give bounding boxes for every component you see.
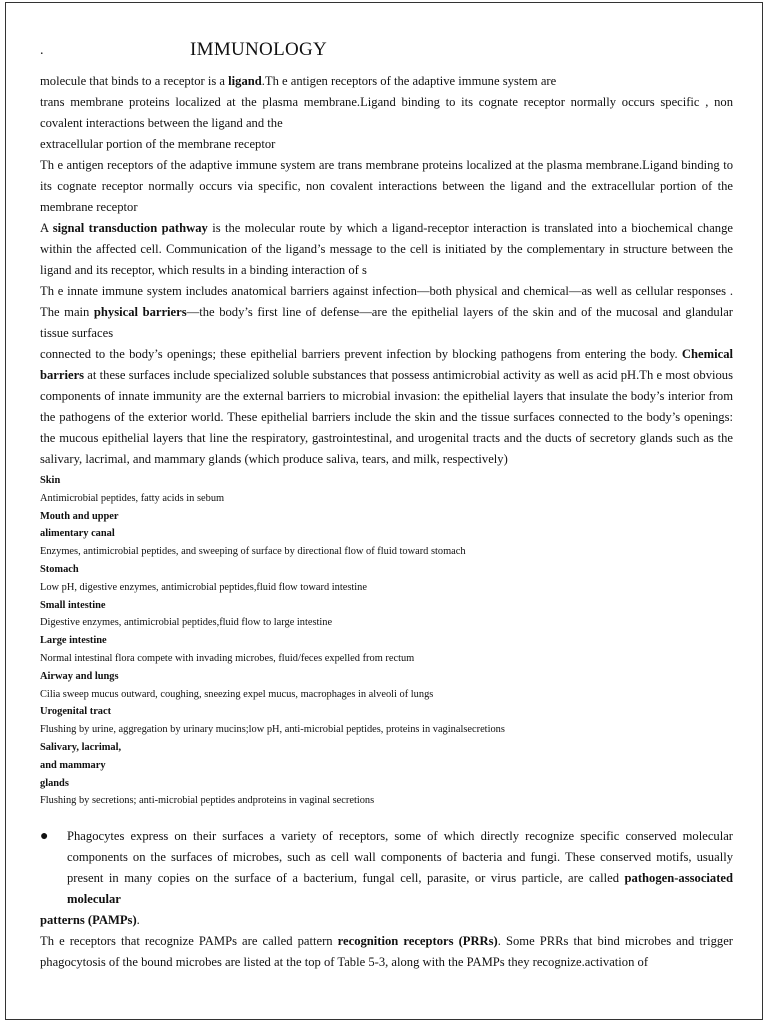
text-run: molecule that binds to a receptor is a — [40, 74, 229, 88]
document-page — [5, 2, 763, 1020]
organ-barrier-description: Digestive enzymes, antimicrobial peptides,fluid flow to large intestine — [40, 617, 333, 629]
paragraph — [40, 910, 733, 931]
paragraph — [40, 155, 733, 218]
text-run: Th e antigen receptors of the adaptive immune system are trans membrane proteins localized at the plasma membrane.Ligand binding to its cognate receptor normally occurs via specific, non covalent interactions between the ligand and the extracellular portion of the membrane receptor — [40, 158, 733, 214]
page-title: IMMUNOLOGY — [190, 39, 328, 60]
document-body — [40, 71, 733, 973]
paragraph — [40, 344, 733, 470]
organ-name: and mammary — [40, 759, 106, 771]
text-run: . Some PRRs that bind microbes and trigger phagocytosis of the bound microbes are listed at the top of Table 5-3, along with the PAMPs they recognize.activation of — [40, 934, 733, 970]
header-dot: . — [40, 43, 44, 58]
paragraph — [40, 931, 733, 973]
organ-name: Mouth and upper — [40, 510, 119, 522]
paragraph — [40, 218, 733, 281]
organ-name: Airway and lungs — [40, 670, 119, 682]
organ-name: Small intestine — [40, 599, 106, 611]
organ-barrier-description: Normal intestinal flora compete with invading microbes, fluid/feces expelled from rectum — [40, 652, 415, 664]
paragraph — [40, 92, 733, 134]
bullet-paragraph — [67, 826, 733, 910]
barrier-organ-list — [40, 472, 733, 810]
intro-paragraphs — [40, 71, 733, 470]
organ-name: Salivary, lacrimal, — [40, 741, 122, 753]
bold-term: physical barriers — [93, 305, 187, 319]
text-run: is the molecular route by which a ligand-receptor interaction is translated into a biochemical change within the affected cell. Communication of the ligand’s message to the cell is initiated by the complementary in structure between the ligand and its receptor, which results in a binding interaction of s — [40, 221, 733, 277]
text-run: . — [136, 913, 140, 928]
text-run: Th e innate immune system includes anatomical barriers against infection—both physical and chemical—as well as cellular responses . The main — [40, 284, 733, 319]
organ-barrier-description: Low pH, digestive enzymes, antimicrobial peptides,fluid flow toward intestine — [40, 581, 367, 593]
paragraph — [40, 134, 733, 155]
bold-term: pathogen-associated molecular — [67, 871, 733, 907]
text-run: Phagocytes express on their surfaces a variety of receptors, some of which directly recognize specific conserved molecular components on the surfaces of microbes, such as cell wall components of bacteria and fungi. These conserved motifs, usually present in many copies on the surface of a bacterium, fungal cell, parasite, or virus particle, are called — [67, 829, 733, 886]
text-run: .Th e antigen receptors of the adaptive immune system are — [261, 74, 557, 88]
organ-name: Skin — [40, 475, 61, 486]
text-run: —the body’s first line of defense—are the epithelial layers of the skin and of the mucosal and glandular tissue surfaces — [40, 305, 733, 340]
text-run: A — [40, 221, 53, 235]
organ-name: Urogenital tract — [40, 706, 112, 718]
organ-barrier-description: Antimicrobial peptides, fatty acids in sebum — [40, 492, 225, 504]
bold-term: patterns (PAMPs) — [40, 913, 137, 928]
organ-name: alimentary canal — [40, 528, 115, 540]
bold-term: recognition receptors (PRRs) — [337, 934, 498, 949]
bold-term: ligand — [228, 74, 262, 88]
bullet-dot-icon: ● — [40, 829, 49, 845]
pamp-bullet-item — [40, 826, 733, 910]
organ-name: glands — [40, 777, 69, 789]
organ-name: Large intestine — [40, 635, 107, 647]
text-run: extracellular portion of the membrane receptor — [40, 137, 276, 151]
organ-name: Stomach — [40, 563, 79, 575]
organ-barrier-description: Cilia sweep mucus outward, coughing, sneezing expel mucus, macrophages in alveoli of lungs — [40, 688, 434, 700]
text-run: at these surfaces include specialized soluble substances that possess antimicrobial activity as well as acid pH.Th e most obvious components of innate immunity are the external barriers to microbial invasion: the epithelial layers that insulate the body’s interior from the pathogens of the exterior world. These epithelial barriers include the skin and the tissue surfaces connected to the body’s openings: the mucous epithelial layers that line the respiratory, gastrointestinal, and urogenital tracts and the ducts of secretory glands such as the salivary, lacrimal, and mammary glands (which produce saliva, tears, and milk, respectively) — [40, 368, 733, 466]
organ-barrier-description: Enzymes, antimicrobial peptides, and sweeping of surface by directional flow of fluid toward stomach — [40, 546, 466, 558]
bold-term: Chemical barriers — [40, 347, 733, 382]
text-run: Th e receptors that recognize PAMPs are called pattern — [40, 934, 338, 949]
organ-barrier-description: Flushing by secretions; anti-microbial peptides andproteins in vaginal secretions — [40, 795, 375, 807]
paragraph — [40, 281, 733, 344]
page-header — [40, 39, 742, 63]
bold-term: signal transduction pathway — [52, 221, 208, 235]
text-run: connected to the body’s openings; these epithelial barriers prevent infection by blocking pathogens from entering the body. — [40, 347, 682, 361]
paragraph — [40, 71, 733, 92]
text-run: trans membrane proteins localized at the plasma membrane.Ligand binding to its cognate receptor normally occurs specific , non covalent interactions between the ligand and the — [40, 95, 733, 130]
closing-paragraphs — [40, 910, 733, 973]
organ-barrier-description: Flushing by urine, aggregation by urinary mucins;low pH, anti-microbial peptides, proteins in vaginalsecretions — [40, 724, 505, 736]
